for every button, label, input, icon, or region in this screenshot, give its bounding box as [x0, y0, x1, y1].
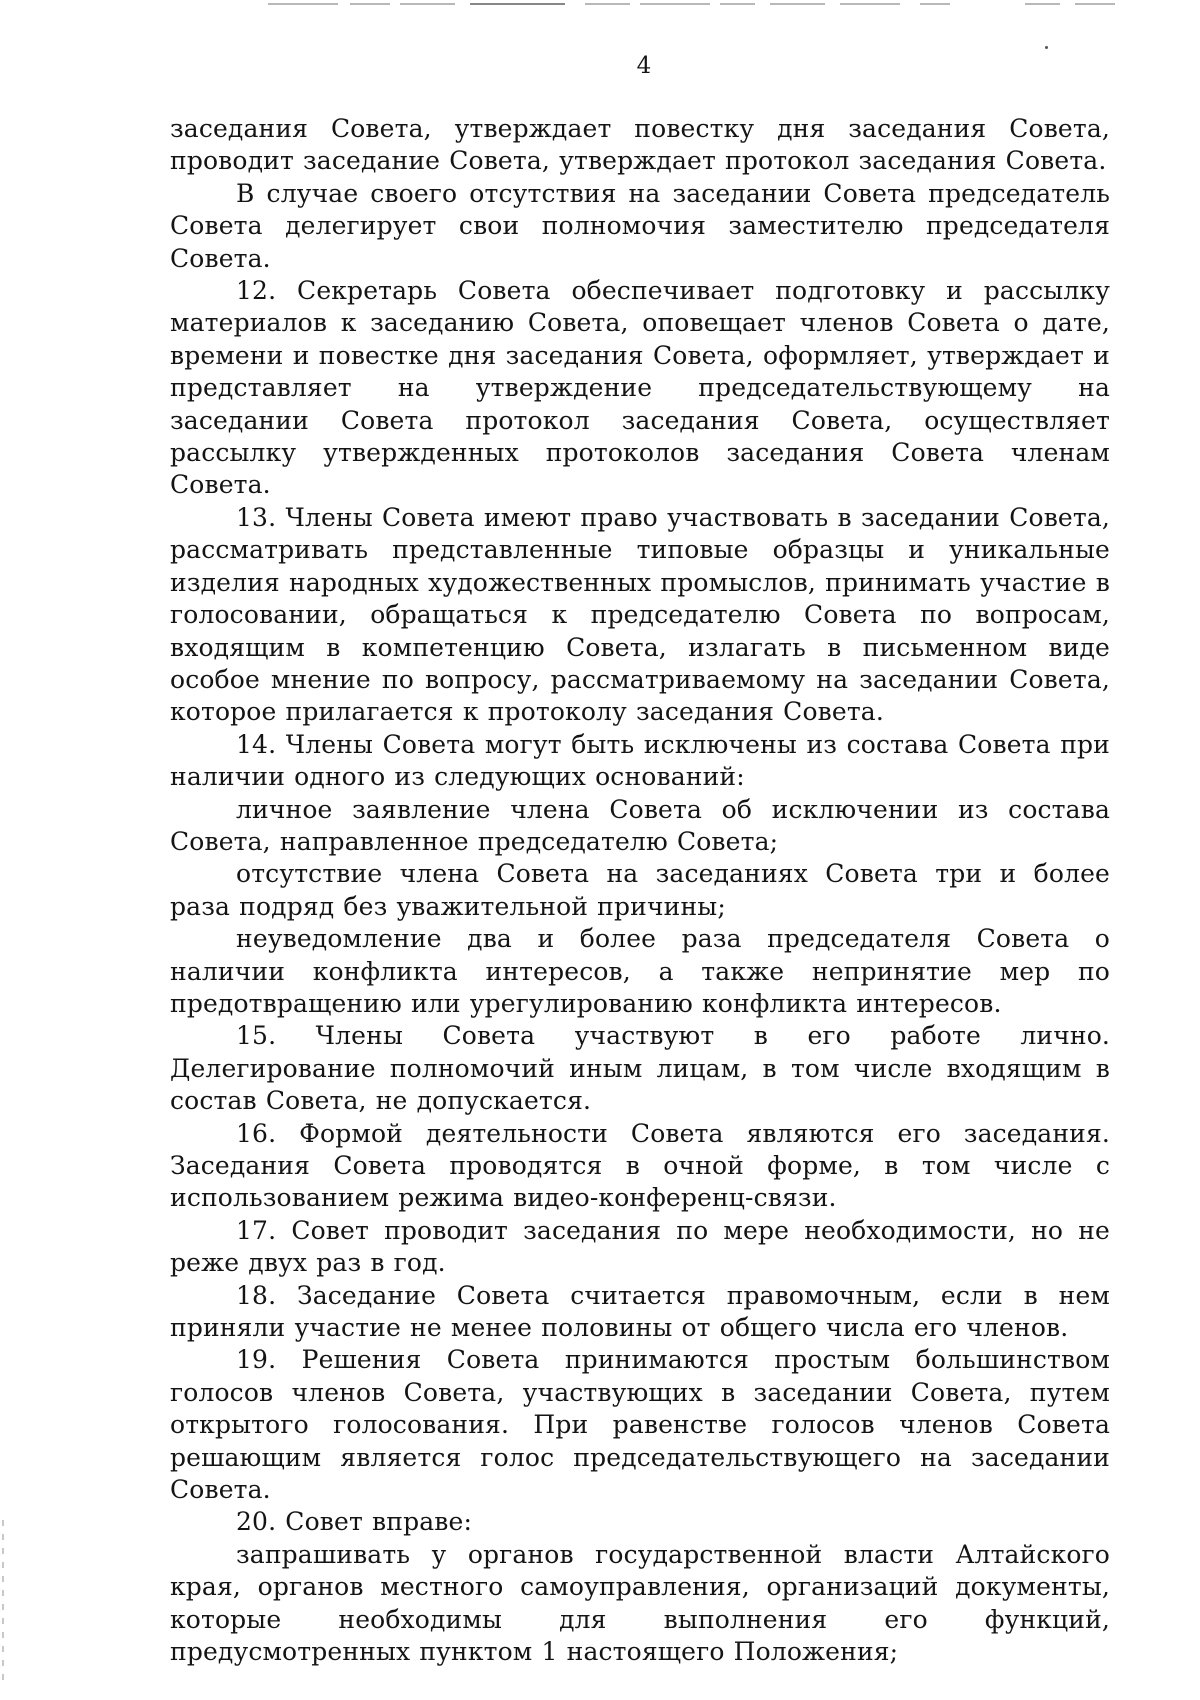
exclusion-ground-statement: личное заявление члена Совета об исключении из состава Совета, направленное председателю Совета; [170, 794, 1110, 856]
paragraph-18-quorum: 18. Заседание Совета считается правомочным, если в нем приняли участие не менее половины от общего числа его членов. [170, 1280, 1110, 1343]
paragraph-16-meeting-form: 16. Формой деятельности Совета являются его заседания. Заседания Совета проводятся в очной форме, в том числе с использованием режима видео-конференц-связи. [170, 1118, 1110, 1213]
document-body [170, 113, 1110, 1669]
scan-speck [1045, 46, 1048, 49]
paragraph-12-secretary: 12. Секретарь Совета обеспечивает подготовку и рассылку материалов к заседанию Совета, оповещает членов Совета о дате, времени и повестке дня заседания Совета, оформляет, утверждает и представляет на утверждение председательствующему на заседании Совета протокол заседания Совета, осуществляет рассылку утвержденных протоколов заседания Совета членам Совета. [170, 276, 1110, 500]
scan-edge-marks [0, 0, 1200, 14]
page-number: 4 [636, 53, 652, 79]
paragraph-14-exclusion: 14. Члены Совета могут быть исключены из состава Совета при наличии одного из следующих оснований: [170, 729, 1110, 792]
paragraph-17-frequency: 17. Совет проводит заседания по мере необходимости, но не реже двух раз в год. [170, 1215, 1110, 1278]
exclusion-ground-conflict: неуведомление два и более раза председателя Совета о наличии конфликта интересов, а также непринятие мер по предотвращению или урегулированию конфликта интересов. [170, 924, 1110, 1018]
paragraph-13-member-rights: 13. Члены Совета имеют право участвовать в заседании Совета, рассматривать представленные типовые образцы и уникальные изделия народных художественных промыслов, принимать участие в голосовании, обращаться к председателю Совета по вопросам, входящим в компетенцию Совета, излагать в письменном виде особое мнение по вопросу, рассматриваемому на заседании Совета, которое прилагается к протоколу заседания Совета. [170, 502, 1110, 727]
council-right-request-documents: запрашивать у органов государственной власти Алтайского края, органов местного самоуправления, организаций документы, которые необходимы для выполнения его функций, предусмотренных пунктом 1 настоящего Положения; [170, 1539, 1110, 1667]
paragraph-19-decisions: 19. Решения Совета принимаются простым большинством голосов членов Совета, участвующих в заседании Совета, путем открытого голосования. При равенстве голосов членов Совета решающим является голос председательствующего на заседании Совета. [170, 1345, 1110, 1505]
paragraph-chair-absence: В случае своего отсутствия на заседании Совета председатель Совета делегирует свои полномочия заместителю председателя Совета. [170, 178, 1110, 273]
exclusion-ground-absence: отсутствие члена Совета на заседаниях Совета три и более раза подряд без уважительной причины; [170, 859, 1110, 921]
paragraph-20-council-rights: 20. Совет вправе: [236, 1507, 473, 1537]
paragraph-15-personal-participation: 15. Члены Совета участвуют в его работе лично. Делегирование полномочий иным лицам, в том числе входящим в состав Совета, не допускается. [170, 1021, 1110, 1116]
paragraph-continuation: заседания Совета, утверждает повестку дня заседания Совета, проводит заседание Совета, утверждает протокол заседания Совета. [170, 114, 1110, 176]
scan-left-edge [2, 1520, 4, 1680]
